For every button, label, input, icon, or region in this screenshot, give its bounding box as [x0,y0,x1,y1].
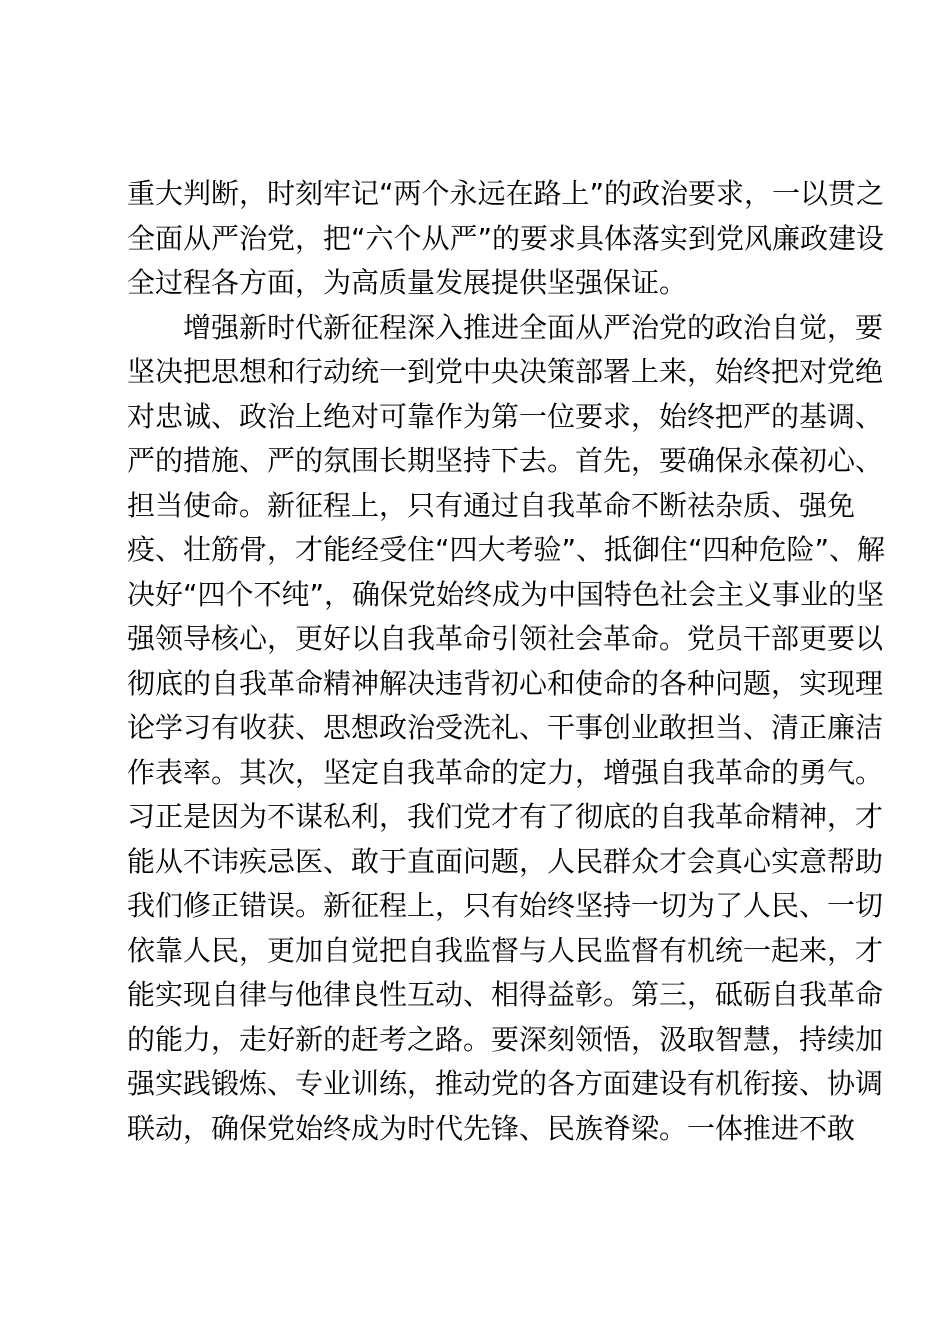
text-line: 全面从严治党，把“六个从严”的要求具体落实到党风廉政建设 [127,221,885,255]
text-line: 疫、壮筋骨，才能经受住“四大考验”、抵御住“四种危险”、解 [127,533,886,566]
text-line: 论学习有收获、思想政治受洗礼、干事创业敢担当、清正廉洁 [127,711,884,744]
paragraph-2 [127,306,886,1152]
text-line: 严的措施、严的氛围长期坚持下去。首先，要确保永葆初心、 [127,444,884,477]
text-line: 的能力，走好新的赶考之路。要深刻领悟，汲取智慧，持续加 [127,1022,884,1056]
text-line: 坚决把思想和行动统一到党中央决策部署上来，始终把对党绝 [127,355,884,388]
text-line: 对忠诚、政治上绝对可靠作为第一位要求，始终把严的基调、 [127,399,884,433]
text-line: 强实践锻炼、专业训练，推动党的各方面建设有机衔接、协调 [127,1067,884,1100]
text-line: 全过程各方面，为高质量发展提供坚强保证。 [127,266,688,299]
text-line: 依靠人民，更加自觉把自我监督与人民监督有机统一起来，才 [127,933,884,967]
text-line: 重大判断，时刻牢记“两个永远在路上”的政治要求，一以贯之 [127,177,885,210]
paragraph-1 [127,172,885,306]
text-line: 增强新时代新征程深入推进全面从严治党的政治自觉，要 [183,310,884,344]
text-line: 彻底的自我革命精神解决违背初心和使命的各种问题，实现理 [127,666,884,700]
text-line: 联动，确保党始终成为时代先锋、民族脊梁。一体推进不敢 [127,1111,856,1145]
text-line: 担当使命。新征程上，只有通过自我革命不断祛杂质、强免 [127,488,856,522]
text-line: 能实现自律与他律良性互动、相得益彰。第三，砥砺自我革命 [127,978,884,1011]
text-line: 作表率。其次，坚定自我革命的定力，增强自我革命的勇气。 [127,755,884,789]
text-line: 决好“四个不纯”，确保党始终成为中国特色社会主义事业的坚 [127,577,885,611]
body-text [127,172,886,1151]
text-line: 习正是因为不谋私利，我们党才有了彻底的自我革命精神，才 [127,800,884,833]
text-line: 强领导核心，更好以自我革命引领社会革命。党员干部更要以 [127,622,884,655]
text-line: 我们修正错误。新征程上，只有始终坚持一切为了人民、一切 [127,889,884,922]
text-line: 能从不讳疾忌医、敢于直面问题，人民群众才会真心实意帮助 [127,844,884,878]
